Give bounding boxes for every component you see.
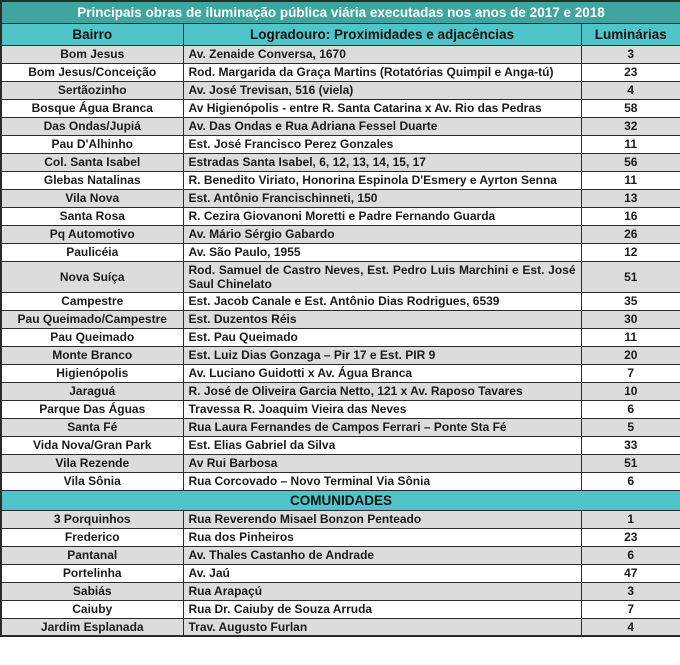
luminarias-cell: 11	[581, 171, 680, 189]
bairro-cell: Pau Queimado	[1, 328, 183, 346]
logradouro-cell: Est. Antônio Francischinneti, 150	[183, 189, 581, 207]
column-header-luminarias: Luminárias	[581, 23, 680, 45]
table-row	[1, 564, 680, 582]
bairro-cell: Campestre	[1, 292, 183, 310]
table-row	[1, 153, 680, 171]
bairro-cell: Vila Sônia	[1, 472, 183, 490]
logradouro-cell: Rua Laura Fernandes de Campos Ferrari – Ponte Sta Fé	[183, 418, 581, 436]
logradouro-cell: Rua Reverendo Misael Bonzon Penteado	[183, 510, 581, 528]
logradouro-cell: Est. Jacob Canale e Est. Antônio Dias Rodrigues, 6539	[183, 292, 581, 310]
logradouro-cell: Est. Duzentos Réis	[183, 310, 581, 328]
luminarias-cell: 13	[581, 189, 680, 207]
logradouro-cell: Av. Mário Sérgio Gabardo	[183, 225, 581, 243]
table-row	[1, 225, 680, 243]
luminarias-cell: 6	[581, 546, 680, 564]
logradouro-cell: Est. Elias Gabriel da Silva	[183, 436, 581, 454]
table-row	[1, 528, 680, 546]
luminarias-cell: 11	[581, 328, 680, 346]
bairro-cell: Glebas Natalinas	[1, 171, 183, 189]
table-row	[1, 310, 680, 328]
table-row	[1, 328, 680, 346]
table-row	[1, 618, 680, 636]
bairro-cell: Paulicéia	[1, 243, 183, 261]
table-row	[1, 243, 680, 261]
luminarias-cell: 32	[581, 117, 680, 135]
logradouro-cell: Av. José Trevisan, 516 (viela)	[183, 81, 581, 99]
logradouro-cell: Estradas Santa Isabel, 6, 12, 13, 14, 15, 17	[183, 153, 581, 171]
luminarias-cell: 23	[581, 528, 680, 546]
bairro-cell: Das Ondas/Jupiá	[1, 117, 183, 135]
logradouro-cell: R. Benedito Viriato, Honorina Espinola D'Esmery e Ayrton Senna	[183, 171, 581, 189]
table-row	[1, 454, 680, 472]
luminarias-cell: 6	[581, 400, 680, 418]
logradouro-cell: Av. Thales Castanho de Andrade	[183, 546, 581, 564]
table-row	[1, 436, 680, 454]
bairro-cell: Parque Das Águas	[1, 400, 183, 418]
logradouro-cell: R. Cezira Giovanoni Moretti e Padre Fernando Guarda	[183, 207, 581, 225]
logradouro-cell: Rua Dr. Caiuby de Souza Arruda	[183, 600, 581, 618]
bairro-cell: Bom Jesus	[1, 45, 183, 63]
bairro-cell: Higienópolis	[1, 364, 183, 382]
luminarias-cell: 23	[581, 63, 680, 81]
luminarias-cell: 33	[581, 436, 680, 454]
luminarias-cell: 7	[581, 600, 680, 618]
bairro-cell: Portelinha	[1, 564, 183, 582]
logradouro-cell: Est. Luiz Dias Gonzaga – Pir 17 e Est. PIR 9	[183, 346, 581, 364]
bairro-cell: Bosque Água Branca	[1, 99, 183, 117]
table-row	[1, 292, 680, 310]
luminarias-cell: 10	[581, 382, 680, 400]
table-row	[1, 510, 680, 528]
logradouro-cell: R. José de Oliveira Garcia Netto, 121 x Av. Raposo Tavares	[183, 382, 581, 400]
logradouro-cell: Rua dos Pinheiros	[183, 528, 581, 546]
luminarias-cell: 20	[581, 346, 680, 364]
luminarias-cell: 4	[581, 81, 680, 99]
table-row	[1, 346, 680, 364]
logradouro-cell: Est. José Francisco Perez Gonzales	[183, 135, 581, 153]
table-row	[1, 364, 680, 382]
table-row	[1, 400, 680, 418]
luminarias-cell: 4	[581, 618, 680, 636]
table-row	[1, 45, 680, 63]
luminarias-cell: 3	[581, 45, 680, 63]
luminarias-cell: 56	[581, 153, 680, 171]
bairro-cell: Pantanal	[1, 546, 183, 564]
logradouro-cell: Rod. Margarida da Graça Martins (Rotatórias Quimpil e Anga-tú)	[183, 63, 581, 81]
luminarias-cell: 12	[581, 243, 680, 261]
table-row	[1, 582, 680, 600]
luminarias-cell: 1	[581, 510, 680, 528]
bairro-cell: Caiuby	[1, 600, 183, 618]
logradouro-cell: Av. São Paulo, 1955	[183, 243, 581, 261]
table-row	[1, 600, 680, 618]
table-row	[1, 207, 680, 225]
bairro-cell: 3 Porquinhos	[1, 510, 183, 528]
logradouro-cell: Av. Jaú	[183, 564, 581, 582]
logradouro-cell: Av. Zenaide Conversa, 1670	[183, 45, 581, 63]
table-row	[1, 81, 680, 99]
column-header-logradouro: Logradouro: Proximidades e adjacências	[183, 23, 581, 45]
luminarias-cell: 30	[581, 310, 680, 328]
luminarias-cell: 3	[581, 582, 680, 600]
table-title: Principais obras de iluminação pública viária executadas nos anos de 2017 e 2018	[1, 1, 680, 23]
luminarias-cell: 51	[581, 261, 680, 292]
luminarias-cell: 5	[581, 418, 680, 436]
table-body	[1, 45, 680, 636]
luminarias-cell: 7	[581, 364, 680, 382]
table-row	[1, 189, 680, 207]
bairro-cell: Sertãozinho	[1, 81, 183, 99]
bairro-cell: Pau Queimado/Campestre	[1, 310, 183, 328]
bairro-cell: Sabiás	[1, 582, 183, 600]
table-row	[1, 546, 680, 564]
table-row	[1, 171, 680, 189]
luminarias-cell: 47	[581, 564, 680, 582]
table-row	[1, 63, 680, 81]
table-header-row	[1, 23, 680, 45]
bairro-cell: Monte Branco	[1, 346, 183, 364]
table-title-row	[1, 1, 680, 23]
bairro-cell: Frederico	[1, 528, 183, 546]
column-header-bairro: Bairro	[1, 23, 183, 45]
luminarias-cell: 58	[581, 99, 680, 117]
table-row	[1, 117, 680, 135]
luminarias-cell: 26	[581, 225, 680, 243]
logradouro-cell: Rua Corcovado – Novo Terminal Via Sônia	[183, 472, 581, 490]
bairro-cell: Bom Jesus/Conceição	[1, 63, 183, 81]
bairro-cell: Vila Nova	[1, 189, 183, 207]
section-header-row	[1, 490, 680, 510]
bairro-cell: Pq Automotivo	[1, 225, 183, 243]
logradouro-cell: Av Rui Barbosa	[183, 454, 581, 472]
bairro-cell: Col. Santa Isabel	[1, 153, 183, 171]
luminarias-cell: 16	[581, 207, 680, 225]
logradouro-cell: Rua Arapaçú	[183, 582, 581, 600]
table-row	[1, 99, 680, 117]
logradouro-cell: Rod. Samuel de Castro Neves, Est. Pedro Luis Marchini e Est. José Saul Chinelato	[183, 261, 581, 292]
luminarias-cell: 6	[581, 472, 680, 490]
logradouro-cell: Trav. Augusto Furlan	[183, 618, 581, 636]
logradouro-cell: Av. Das Ondas e Rua Adriana Fessel Duarte	[183, 117, 581, 135]
logradouro-cell: Av. Luciano Guidotti x Av. Água Branca	[183, 364, 581, 382]
bairro-cell: Santa Fé	[1, 418, 183, 436]
table-row	[1, 472, 680, 490]
logradouro-cell: Av Higienópolis - entre R. Santa Catarina x Av. Rio das Pedras	[183, 99, 581, 117]
bairro-cell: Santa Rosa	[1, 207, 183, 225]
luminarias-cell: 35	[581, 292, 680, 310]
bairro-cell: Vida Nova/Gran Park	[1, 436, 183, 454]
section-header-comunidades: COMUNIDADES	[1, 490, 680, 510]
bairro-cell: Pau D'Alhinho	[1, 135, 183, 153]
table-row	[1, 261, 680, 292]
luminarias-cell: 51	[581, 454, 680, 472]
bairro-cell: Jardim Esplanada	[1, 618, 183, 636]
table-row	[1, 382, 680, 400]
bairro-cell: Jaraguá	[1, 382, 183, 400]
table-row	[1, 418, 680, 436]
bairro-cell: Nova Suíça	[1, 261, 183, 292]
logradouro-cell: Est. Pau Queimado	[183, 328, 581, 346]
luminarias-cell: 11	[581, 135, 680, 153]
logradouro-cell: Travessa R. Joaquim Vieira das Neves	[183, 400, 581, 418]
table-row	[1, 135, 680, 153]
bairro-cell: Vila Rezende	[1, 454, 183, 472]
